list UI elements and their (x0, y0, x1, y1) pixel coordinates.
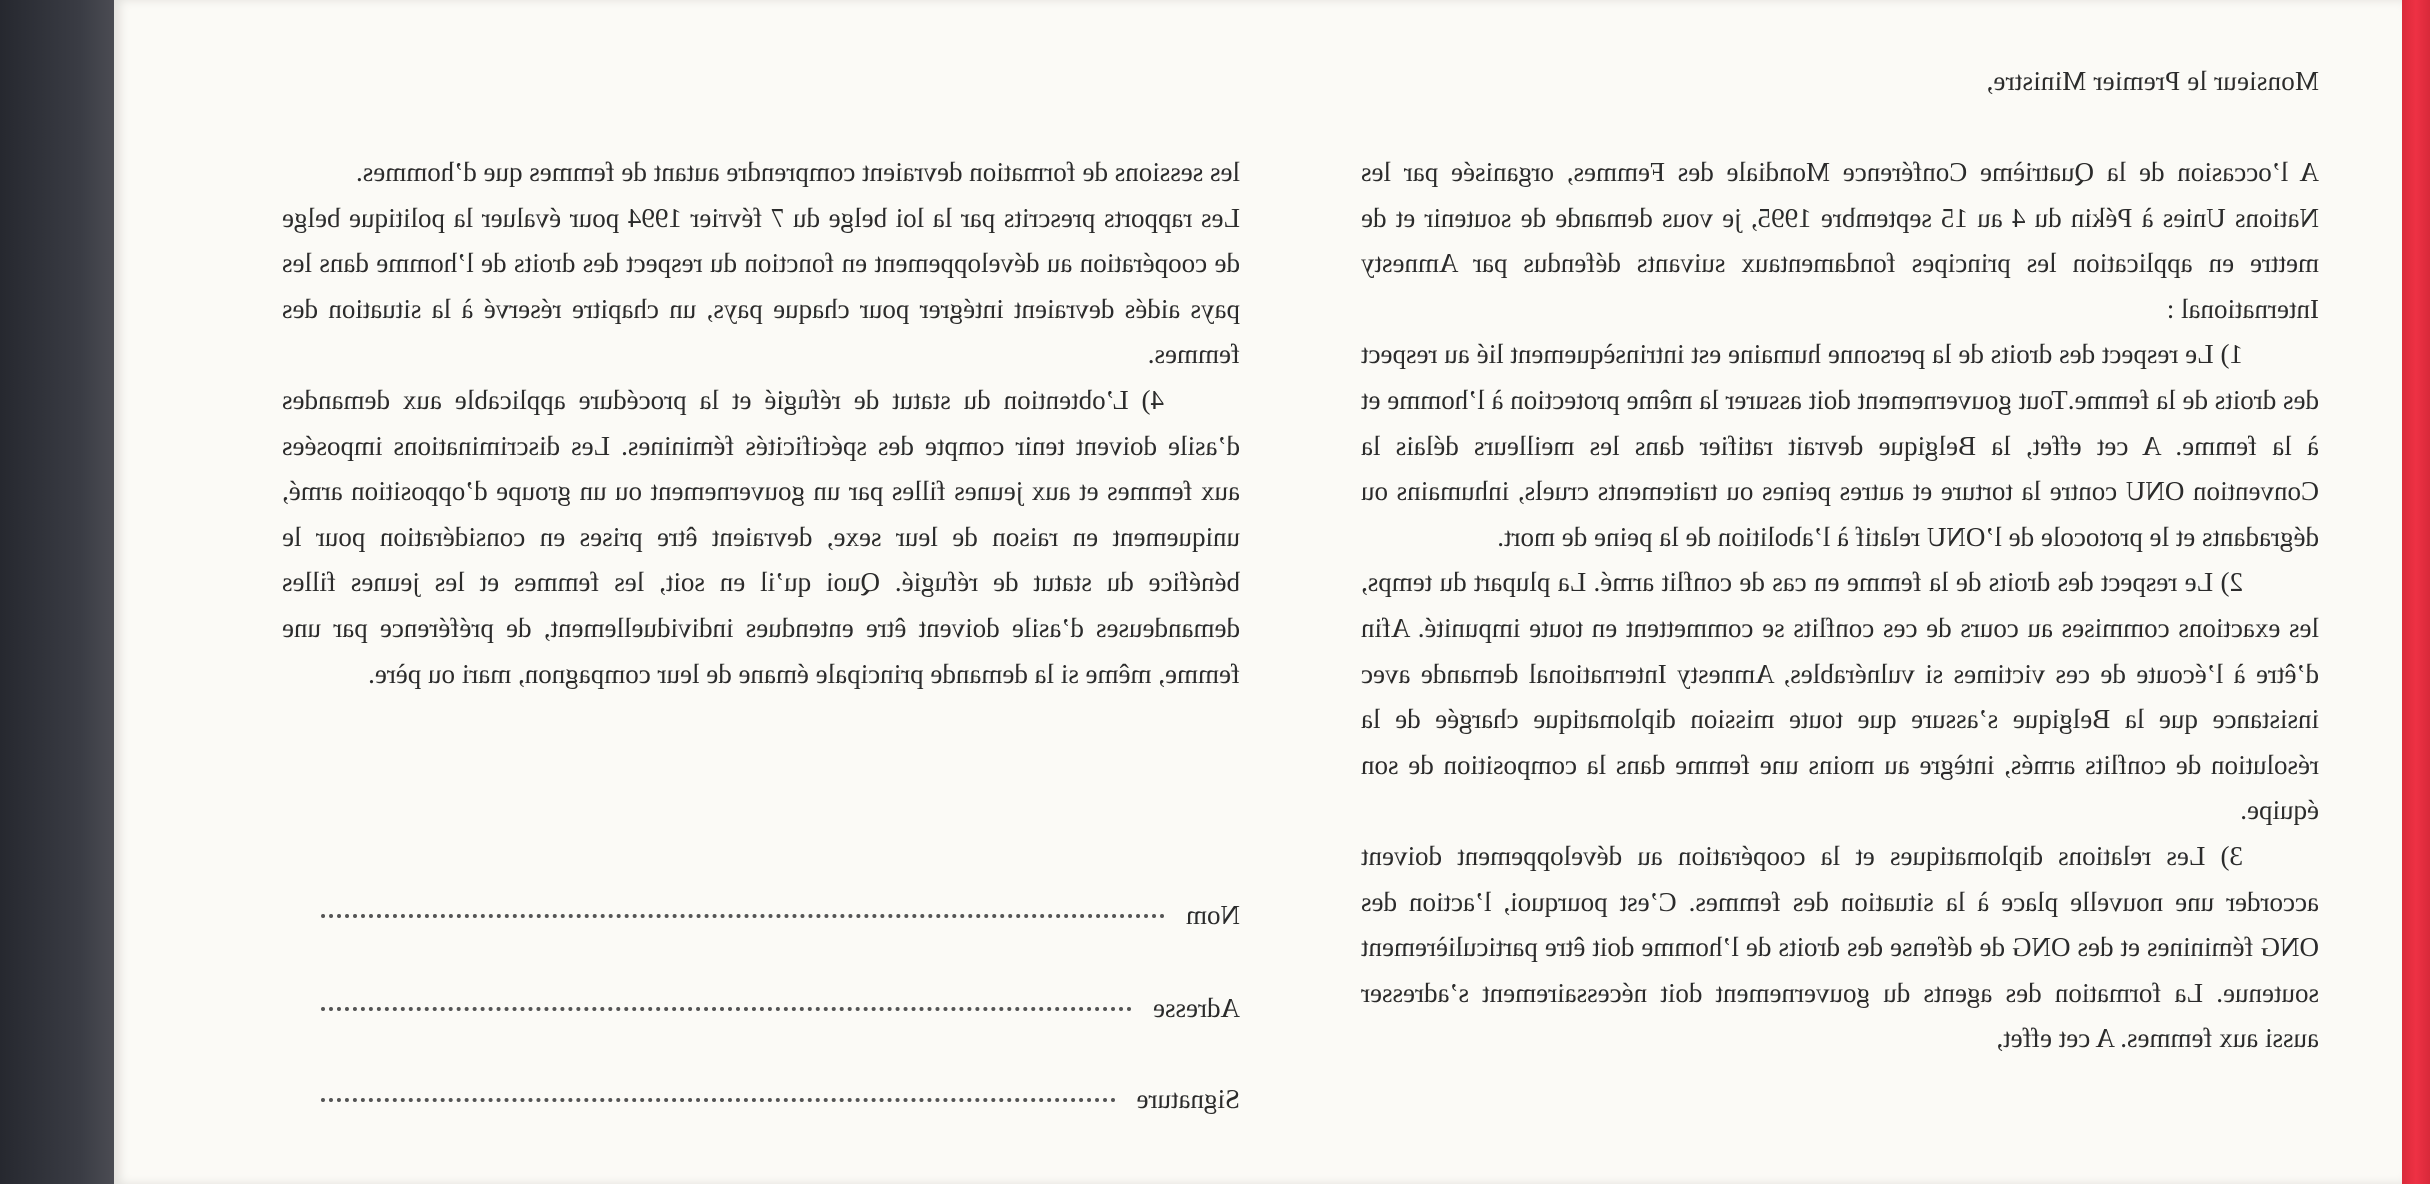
principle-3-paragraph: 3) Les relations diplomatiques et la coopération au développement doivent accorder une nouvelle place à la situation des femmes. C’est pourquoi, l’action des ONG féminines et des ONG de défense des droits de l’homme doit être particulièrement soutenue. La formation des agents du gouvernement doit nécessairement s’adresser aussi aux femmes. A cet effet, (1361, 840, 2319, 1054)
name-dotted-line[interactable] (320, 910, 1164, 918)
signature-label: Signature (1136, 1084, 1240, 1114)
letter-column-left (1361, 150, 2319, 1062)
signature-dotted-line[interactable] (320, 1094, 1115, 1102)
signature-field[interactable] (320, 1084, 1240, 1124)
address-dotted-line[interactable] (320, 1003, 1131, 1011)
principle-4-paragraph: 4) L’obtention du statut de réfugié et la procédure applicable aux demandes d’asile doivent tenir compte des spécificités féminines. Les discriminations imposées aux femmes et aux jeunes filles par un gouvernement ou un groupe d’opposition armé, uniquement en raison de leur sexe, devraient être prises en considération pour le bénéfice du statut de réfugié. Quoi qu’il en soit, les femmes et les jeunes filles demandeuses d’asile doivent être entendues individuellement, de préférence par une femme, même si la demande principale émane de leur compagnon, mari ou père. (282, 384, 1240, 689)
dark-left-border (0, 0, 114, 1184)
name-label: Nom (1186, 900, 1240, 930)
red-right-border (2402, 0, 2430, 1184)
intro-paragraph: A l’occasion de la Quatrième Conférence Mondiale des Femmes, organisée par les Nations Unies à Pékin du 4 au 15 septembre 1995, je vous demande de soutenir et de mettre en application les principes fondamentaux suivants défendus par Amnesty International : (1361, 157, 2319, 324)
address-label: Adresse (1153, 993, 1240, 1023)
reports-paragraph: Les rapports prescrits par la loi belge du 7 février 1994 pour évaluer la politique belge de coopération au développement en fonction du respect des droits de l’homme dans les pays aidés devraient intégrer pour chaque pays, un chapitre réservé à la situation des femmes. (282, 202, 1240, 370)
principle-2-paragraph: 2) Le respect des droits de la femme en cas de conflit armé. La plupart du temps, les exactions commises au cours de ces conflits se commettent en toute impunité. Afin d’être à l’écoute de ces victimes si vulnérables, Amnesty International demande avec insistance que la Belgique s’assure que toute mission diplomatique chargée de la résolution de conflits armés, intègre au moins une femme dans la composition de son équipe. (1361, 567, 2319, 826)
principle-1-paragraph: 1) Le respect des droits de la personne humaine est intrinsèquement lié au respect des droits de la femme.Tout gouvernement doit assurer la même protection à l’homme et à la femme. A cet effet, la Belgique devrait ratifier dans les meilleurs délais la Convention ONU contre la torture et autres peines ou traitements cruels, inhumains ou dégradants et le protocole de l’ONU relatif à l’abolition de la peine de mort. (1361, 339, 2319, 552)
salutation: Monsieur le Premier Ministre, (1986, 66, 2319, 96)
address-field[interactable] (320, 993, 1240, 1033)
letter-column-right (282, 150, 1240, 697)
name-field[interactable] (320, 900, 1240, 940)
training-paragraph: les sessions de formation devraient comprendre autant de femmes que d’hommes. (356, 157, 1240, 187)
mirrored-print (114, 0, 2402, 1184)
letter-page (114, 0, 2402, 1184)
